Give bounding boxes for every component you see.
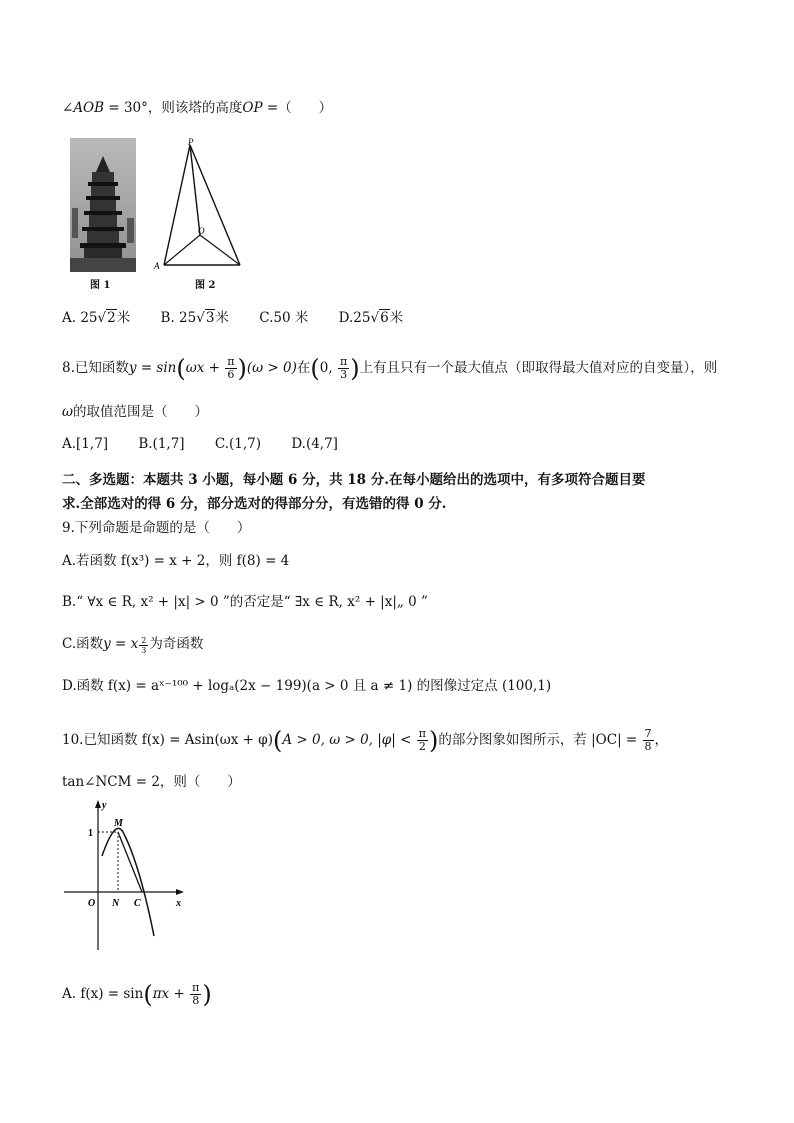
figure-1-caption: 图 1 [90, 280, 111, 291]
q7-options [62, 308, 429, 328]
q8-option-c: C.(1,7) [214, 436, 262, 452]
q10-stem: 10.已知函数 f(x) = Asin(ωx + φ)(A > 0, ω > 0, |φ| < $\frac{\pi}{2}$ )的部分图象如图所示，若 |OC| = $\frac{7}{8}$ ， [62, 726, 669, 755]
angle-name: AOB [73, 100, 105, 116]
figure-2-tower-diagram [150, 135, 250, 275]
op-label: OP [242, 100, 263, 116]
figure-1-pagoda-photo [70, 138, 136, 272]
graph-m-label: M [114, 818, 123, 829]
q9-option-c: C.函数y = x $^{\frac{2}{3}}$ 为奇函数 [62, 635, 204, 655]
q9-option-d: D.函数 f(x) = aˣ⁻¹⁰⁰ + logₐ(2x − 199)(a > 0 且 a ≠ 1) 的图像过定点 (100,1) [62, 678, 552, 694]
q8-options [62, 434, 364, 454]
point-p-label: P [188, 137, 194, 147]
section-2-heading-line1: 二、多选题：本题共 3 小题，每小题 6 分，共 18 分.在每小题给出的选项中，有多项符合题目要 [62, 472, 646, 488]
q10-line2: tan∠NCM = 2，则（ ） [62, 774, 241, 790]
q7-option-c: C.50 米 [259, 310, 309, 326]
q8-option-b: B.(1,7] [138, 436, 185, 452]
q7-option-d: D.25√6米 [338, 310, 404, 326]
q10-function-graph [60, 796, 190, 956]
graph-one-label: 1 [88, 828, 93, 839]
angle-symbol: ∠ [62, 100, 74, 116]
figure-2-caption: 图 2 [195, 280, 216, 291]
q7-option-a: A. 25√2米 [62, 310, 131, 326]
q8-stem: 8.已知函数y = sin(ωx + $\frac{\pi}{6}$ )(ω > 0)在(0, $\frac{\pi}{3}$ )上有且只有一个最大值点（即取得最大值对应的自变量），则 [62, 354, 718, 383]
q7-paren: =（ ） [262, 100, 333, 116]
pi-over-6: $\frac{\pi}{6}$ [227, 355, 235, 381]
pi-over-8: $\frac{\pi}{8}$ [192, 981, 200, 1007]
graph-n-label: N [112, 898, 120, 909]
angle-eq: = 30°，则该塔的高度 [104, 100, 243, 116]
q9-option-b: B.“ ∀x ∈ R, x² + |x| > 0 ”的否定是“ ∃x ∈ R, x² + |x|„ 0 ” [62, 594, 428, 610]
q8-option-d: D.(4,7] [291, 436, 338, 452]
q7-tail [62, 98, 332, 118]
q8-line2: ω的取值范围是（ ） [62, 404, 209, 420]
q9-option-a: A.若函数 f(x³) = x + 2，则 f(8) = 4 [62, 553, 290, 569]
graph-c-label: C [134, 898, 141, 909]
q9-stem: 9.下列命题是命题的是（ ） [62, 520, 251, 536]
pi-over-2: $\frac{\pi}{2}$ [418, 727, 426, 753]
q8-option-a: A.[1,7] [62, 436, 109, 452]
q10-option-a: A. f(x) = sin(πx + $\frac{\pi}{8}$ ) [62, 980, 212, 1009]
graph-y-label: y [102, 800, 107, 811]
point-a-label: A [154, 261, 160, 271]
pi-over-3: $\frac{\pi}{3}$ [339, 355, 348, 381]
point-o-label: O [198, 226, 205, 236]
graph-x-label: x [176, 898, 181, 909]
q7-option-b: B. 25√3米 [160, 310, 229, 326]
seven-eighths: $\frac{7}{8}$ [644, 727, 652, 753]
graph-o-label: O [88, 898, 96, 909]
section-2-heading-line2: 求.全部选对的得 6 分，部分选对的得部分分，有选错的得 0 分. [62, 496, 447, 512]
